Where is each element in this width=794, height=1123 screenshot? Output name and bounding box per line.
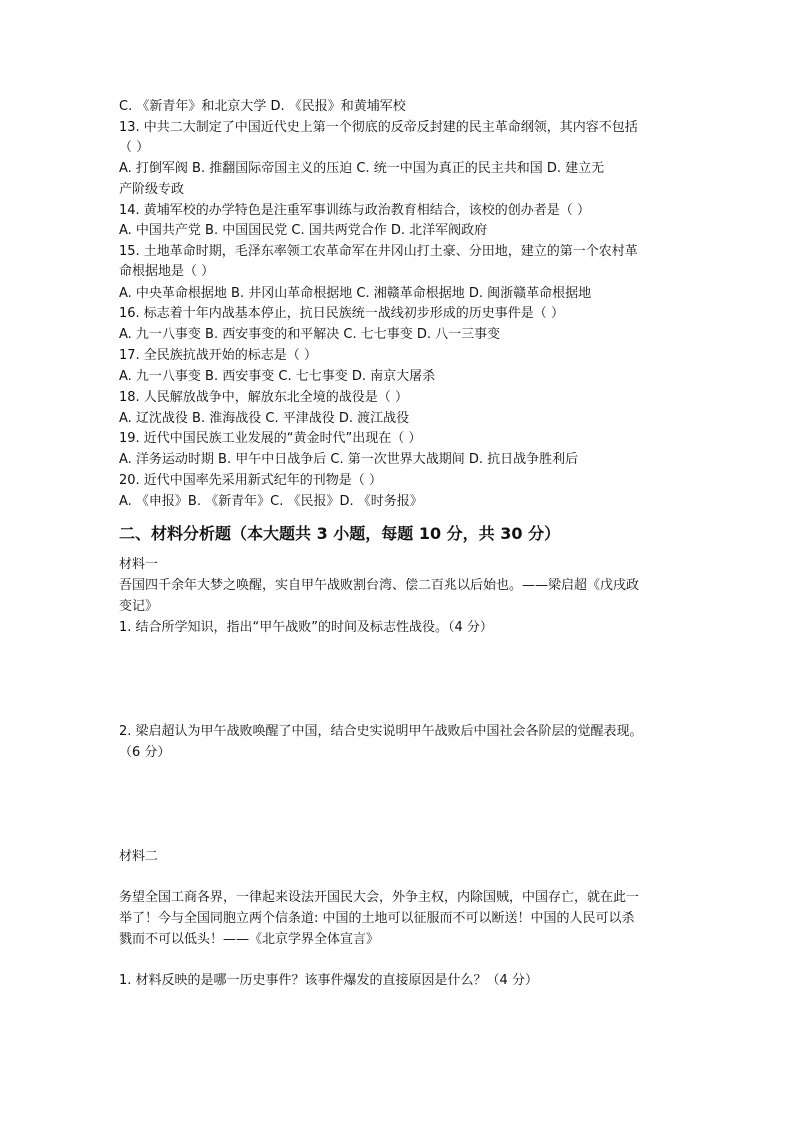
q19-stem: 19. 近代中国民族工业发展的“黄金时代”出现在（ ）	[119, 431, 422, 446]
q15-stem-line2: 命根据地是（ ）	[119, 264, 215, 279]
material1-question1: 1. 结合所学知识，指出“甲午战败”的时间及标志性战役。（4 分）	[119, 620, 493, 635]
q13-options-line1: A. 打倒军阀 B. 推翻国际帝国主义的压迫 C. 统一中国为真正的民主共和国 D. 建立无	[119, 161, 605, 176]
material2-question1: 1. 材料反映的是哪一历史事件？该事件爆发的直接原因是什么？（4 分）	[119, 973, 538, 988]
q16-options: A. 九一八事变 B. 西安事变的和平解决 C. 七七事变 D. 八一三事变	[119, 327, 501, 342]
q13-stem-line1: 13. 中共二大制定了中国近代史上第一个彻底的反帝反封建的民主革命纲领，其内容不包括	[119, 120, 638, 135]
q12-options-cd: C. 《新青年》和北京大学 D. 《民报》和黄埔军校	[119, 99, 406, 114]
q17-stem: 17. 全民族抗战开始的标志是（ ）	[119, 348, 317, 363]
section2-heading: 二、材料分析题（本大题共 3 小题，每题 10 分，共 30 分）	[119, 524, 561, 543]
q13-options-line2: 产阶级专政	[119, 182, 185, 197]
q18-options: A. 辽沈战役 B. 淮海战役 C. 平津战役 D. 渡江战役	[119, 411, 410, 426]
q15-options: A. 中央革命根据地 B. 井冈山革命根据地 C. 湘赣革命根据地 D. 闽浙赣革命根据地	[119, 286, 592, 301]
material1-text-line1: 吾国四千余年大梦之唤醒，实自甲午战败割台湾、偿二百兆以后始也。——梁启超《戊戌政	[119, 578, 640, 593]
material1-question2-line1: 2. 梁启超认为甲午战败唤醒了中国，结合史实说明甲午战败后中国社会各阶层的觉醒表现。	[119, 724, 643, 739]
material2-text-line2: 举了！今与全国同胞立两个信条道: 中国的土地可以征服而不可以断送！中国的人民可以杀	[119, 911, 635, 926]
q15-stem-line1: 15. 土地革命时期，毛泽东率领工农革命军在井冈山打土豪、分田地，建立的第一个农村革	[119, 244, 638, 259]
material1-text-line2: 变记》	[119, 599, 159, 614]
q14-stem: 14. 黄埔军校的办学特色是注重军事训练与政治教育相结合，该校的创办者是（ ）	[119, 203, 590, 218]
q17-options: A. 九一八事变 B. 西安事变 C. 七七事变 D. 南京大屠杀	[119, 369, 436, 384]
q20-options: A. 《申报》B. 《新青年》C. 《民报》D. 《时务报》	[119, 494, 423, 509]
q14-options: A. 中国共产党 B. 中国国民党 C. 国共两党合作 D. 北洋军阀政府	[119, 223, 488, 238]
material2-title: 材料二	[119, 849, 159, 864]
material2-text-line3: 戮而不可以低头！——《北京学界全体宣言》	[119, 932, 380, 947]
q19-options: A. 洋务运动时期 B. 甲午中日战争后 C. 第一次世界大战期间 D. 抗日战争胜利后	[119, 452, 579, 467]
q18-stem: 18. 人民解放战争中，解放东北全境的战役是（ ）	[119, 390, 408, 405]
q16-stem: 16. 标志着十年内战基本停止，抗日民族统一战线初步形成的历史事件是（ ）	[119, 306, 564, 321]
q13-stem-line2: （ ）	[119, 140, 150, 155]
material2-text-line1: 务望全国工商各界，一律起来设法开国民大会，外争主权，内除国贼，中国存亡，就在此一	[119, 890, 640, 905]
material1-title: 材料一	[119, 557, 159, 572]
material1-question2-line2: （6 分）	[119, 745, 171, 760]
q20-stem: 20. 近代中国率先采用新式纪年的刊物是（ ）	[119, 473, 382, 488]
